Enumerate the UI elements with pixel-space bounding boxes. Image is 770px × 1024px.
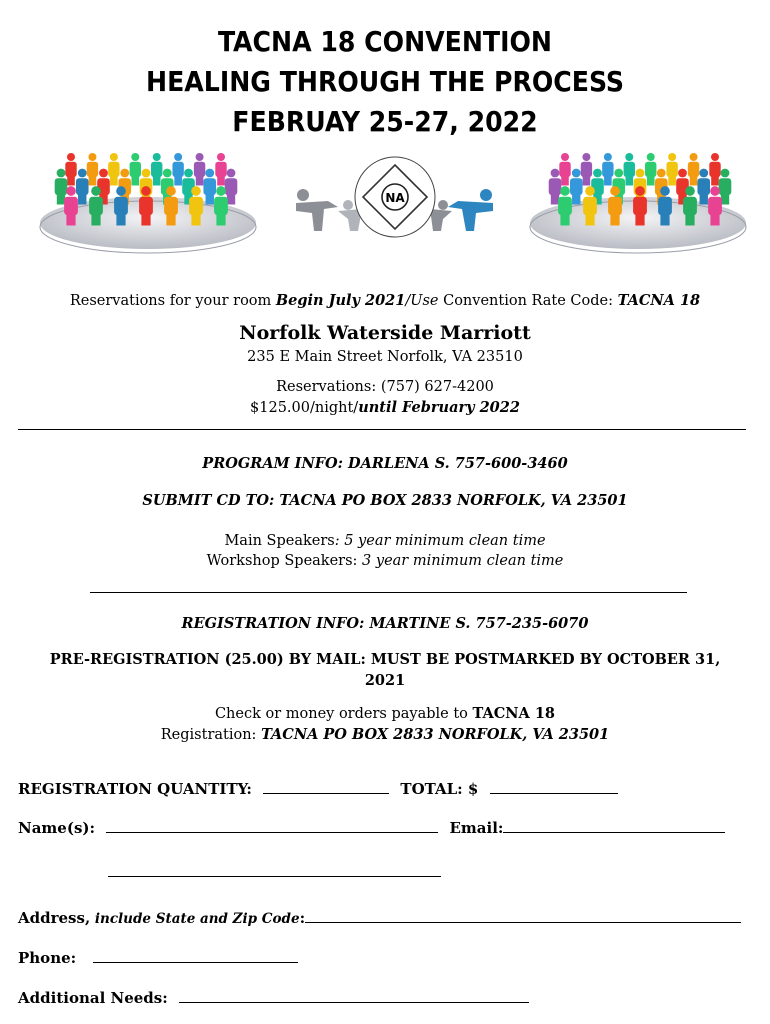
check-payable: Check or money orders payable to TACNA 18	[214, 705, 556, 722]
title-line-1: TACNA 18 CONVENTION	[218, 25, 552, 58]
divider-1	[18, 429, 746, 430]
hotel-rate: $125.00/night/until February 2022	[250, 399, 520, 416]
person-figure	[108, 153, 119, 185]
rate-code: TACNA 18	[617, 292, 701, 309]
person-figure	[697, 169, 710, 205]
names-field-2[interactable]	[108, 862, 441, 877]
needs-field[interactable]	[179, 988, 529, 1003]
person-figure	[203, 169, 216, 205]
needs-row	[18, 988, 529, 1007]
person-figure	[666, 153, 677, 185]
registration-info: REGISTRATION INFO: MARTINE S. 757-235-6070	[181, 615, 589, 632]
page-title	[0, 22, 770, 142]
person-figure	[76, 169, 89, 205]
address-field[interactable]	[305, 908, 741, 923]
title-line-2: HEALING THROUGH THE PROCESS	[145, 65, 624, 98]
person-figure	[151, 153, 162, 185]
names-label: Name(s):	[18, 819, 96, 837]
hotel-name: Norfolk Waterside Marriott	[239, 322, 531, 344]
program-info: PROGRAM INFO: DARLENA S. 757-600-3460	[202, 455, 568, 472]
needs-label: Additional Needs:	[18, 989, 168, 1007]
person-figure	[624, 153, 635, 185]
main-speakers: Main Speakers: 5 year minimum clean time	[224, 533, 546, 549]
reservation-intro: Reservations for your room Begin July 2021/Use Convention Rate Code: TACNA 18	[69, 292, 701, 309]
person-figure	[130, 153, 141, 185]
phone-label: Phone:	[18, 949, 77, 967]
person-figure	[645, 153, 656, 185]
hotel-phone: Reservations: (757) 627-4200	[276, 379, 494, 395]
pre-registration-line-2: 2021	[364, 672, 406, 689]
total-label: TOTAL: $	[400, 780, 479, 798]
pre-registration-line-1: PRE-REGISTRATION (25.00) BY MAIL: MUST BE POSTMARKED BY OCTOBER 31,	[49, 651, 721, 668]
submit-cd: SUBMIT CD TO: TACNA PO BOX 2833 NORFOLK, VA 23501	[142, 492, 628, 509]
na-logo	[355, 157, 435, 237]
quantity-field[interactable]	[263, 779, 389, 794]
person-figure	[570, 169, 583, 205]
quantity-label: REGISTRATION QUANTITY:	[18, 780, 252, 798]
registration-address: Registration: TACNA PO BOX 2833 NORFOLK, VA 23501	[160, 726, 610, 743]
phone-row	[18, 948, 298, 967]
email-field[interactable]	[503, 818, 725, 833]
svg-text:NA: NA	[385, 191, 405, 205]
phone-field[interactable]	[93, 948, 298, 963]
workshop-speakers: Workshop Speakers: 3 year minimum clean time	[206, 553, 564, 569]
names-field[interactable]	[106, 818, 438, 833]
divider-2	[90, 592, 687, 593]
person-figure	[602, 153, 613, 185]
person-figure	[172, 153, 183, 185]
title-line-3: FEBRUAY 25-27, 2022	[232, 105, 538, 138]
total-field[interactable]	[490, 779, 618, 794]
people-groups-reaching-hands-icon	[38, 145, 748, 257]
quantity-row	[18, 779, 618, 798]
address-hint: include State and Zip Code	[90, 911, 300, 927]
address-row: Address, include State and Zip Code:	[18, 908, 741, 927]
names-row	[18, 818, 725, 837]
hotel-address: 235 E Main Street Norfolk, VA 23510	[247, 349, 523, 365]
address-label: Address,	[18, 909, 91, 927]
email-label: Email:	[449, 819, 504, 837]
